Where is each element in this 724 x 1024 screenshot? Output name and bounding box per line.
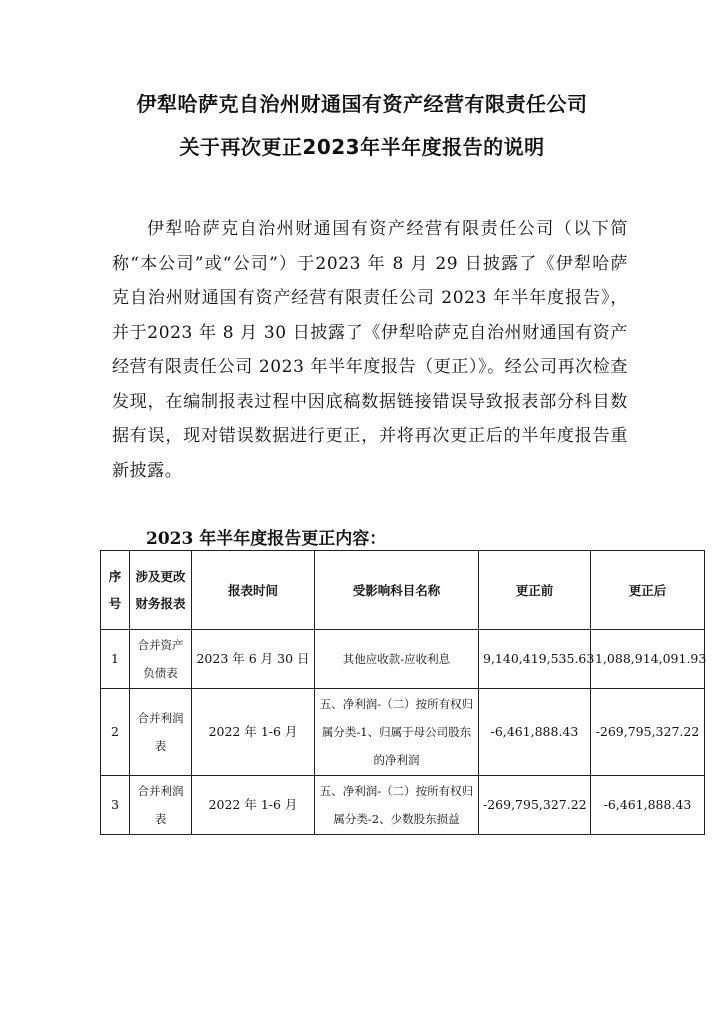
header-after: 更正后 [591, 551, 705, 630]
cell-account: 五、净利润-（二）按所有权归属分类-2、少数股东损益 [315, 776, 479, 835]
cell-after: -6,461,888.43 [591, 776, 705, 835]
header-index: 序号 [101, 551, 130, 630]
cell-account: 五、净利润-（二）按所有权归属分类-1、归属于母公司股东的净利润 [315, 689, 479, 776]
cell-index: 1 [101, 630, 130, 689]
cell-period: 2023 年 6 月 30 日 [192, 630, 315, 689]
correction-table [100, 550, 705, 835]
cell-statement: 合并资产负债表 [130, 630, 192, 689]
table-row [101, 689, 705, 776]
cell-after: 1,088,914,091.93 [591, 630, 705, 689]
header-statement: 涉及更改财务报表 [130, 551, 192, 630]
header-before: 更正前 [479, 551, 591, 630]
table-row [101, 630, 705, 689]
document-title-line1: 伊犁哈萨克自治州财通国有资产经营有限责任公司 [136, 92, 588, 116]
cell-statement: 合并利润表 [130, 689, 192, 776]
header-account: 受影响科目名称 [315, 551, 479, 630]
cell-period: 2022 年 1-6 月 [192, 776, 315, 835]
table-header-row [101, 551, 705, 630]
cell-before: -269,795,327.22 [479, 776, 591, 835]
table-row [101, 776, 705, 835]
cell-before: 9,140,419,535.63 [479, 630, 591, 689]
cell-statement: 合并利润表 [130, 776, 192, 835]
cell-before: -6,461,888.43 [479, 689, 591, 776]
document-title-line2: 关于再次更正2023年半年度报告的说明 [179, 135, 545, 159]
cell-period: 2022 年 1-6 月 [192, 689, 315, 776]
body-paragraph [112, 212, 628, 488]
cell-after: -269,795,327.22 [591, 689, 705, 776]
body-paragraph-text: 伊犁哈萨克自治州财通国有资产经营有限责任公司（以下简称“本公司”或“公司”）于2023 年 8 月 29 日披露了《伊犁哈萨克自治州财通国有资产经营有限责任公司 2023 年半年度报告》，并于2023 年 8 月 30 日披露了《伊犁哈萨克自治州财通国有资产经营有限责任公司 2023 年半年度报告（更正）》。经公司再次检查发现，在编制报表过程中因底稿数据链接错误导致报表部分科目数据有误，现对错误数据进行更正，并将再次更正后的半年度报告重新披露。 [112, 219, 628, 481]
cell-index: 2 [101, 689, 130, 776]
table-subheading: 2023 年半年度报告更正内容： [146, 529, 387, 549]
cell-index: 3 [101, 776, 130, 835]
header-period: 报表时间 [192, 551, 315, 630]
cell-account: 其他应收款-应收利息 [315, 630, 479, 689]
